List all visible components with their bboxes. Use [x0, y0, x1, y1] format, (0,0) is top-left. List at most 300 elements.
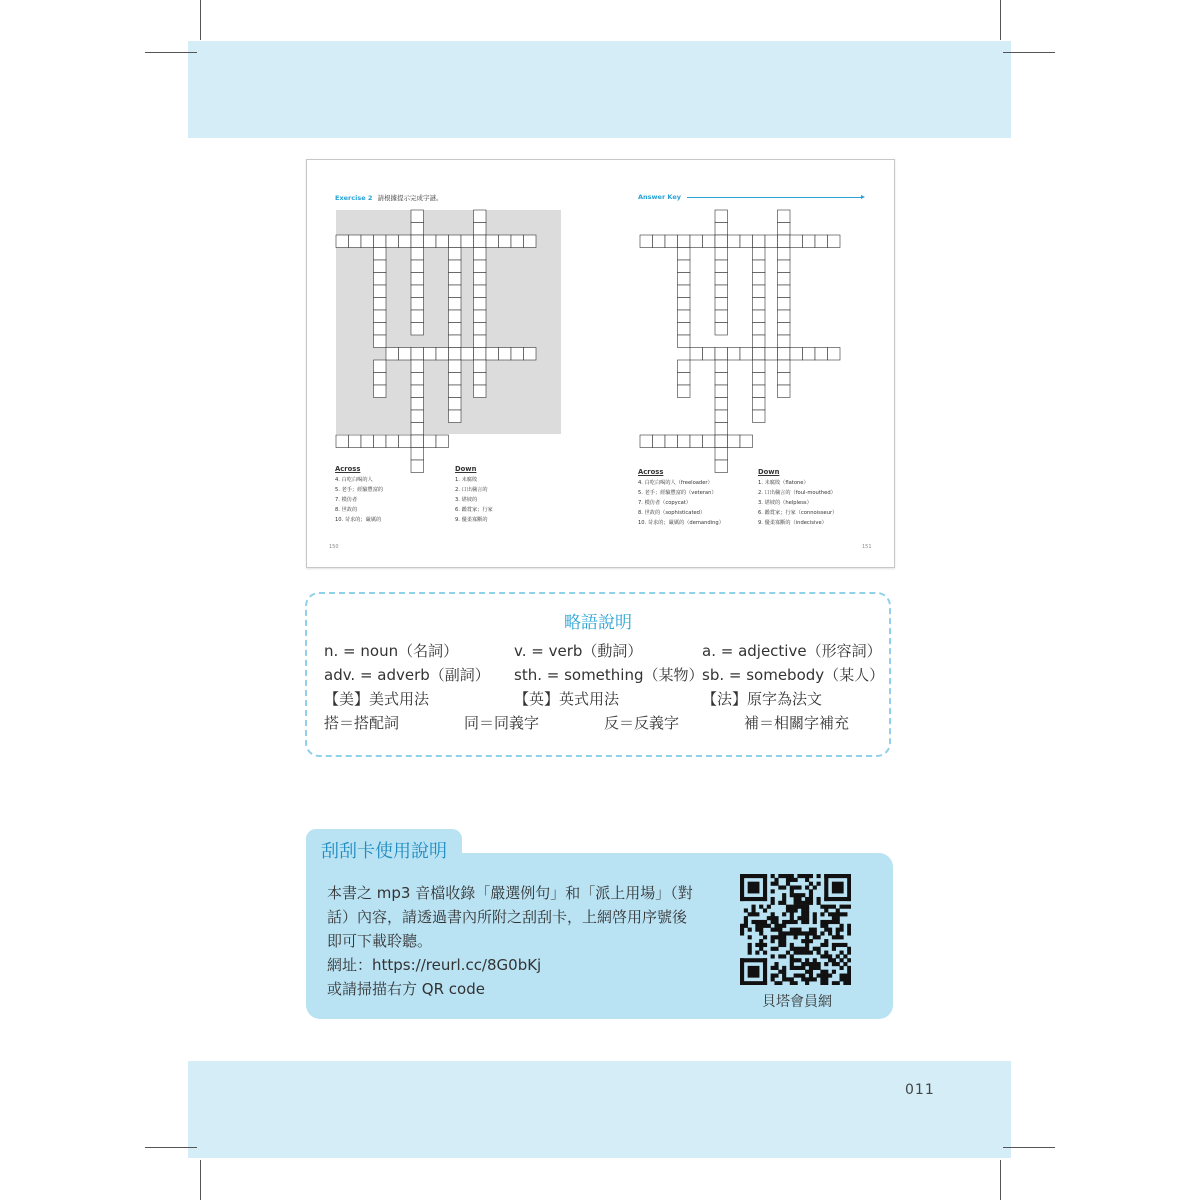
- qr-module: [809, 966, 813, 970]
- qr-module: [794, 981, 798, 985]
- crossword-cell: [728, 235, 741, 248]
- qr-module: [782, 966, 786, 970]
- qr-module: [809, 939, 813, 943]
- qr-module: [805, 905, 809, 909]
- qr-module: [847, 947, 851, 951]
- crop-mark: [145, 1147, 197, 1148]
- abbreviation-american: 【美】美式用法: [324, 690, 430, 708]
- qr-module: [824, 981, 828, 985]
- qr-module: [801, 905, 805, 909]
- crossword-cell: [690, 235, 703, 248]
- qr-module: [763, 924, 767, 928]
- qr-module: [813, 920, 817, 924]
- qr-module: [840, 905, 844, 909]
- qr-module: [805, 981, 809, 985]
- qr-module: [840, 928, 844, 932]
- crossword-cell: [778, 360, 791, 373]
- crossword-cell: [790, 348, 803, 361]
- crossword-cell: [728, 435, 741, 448]
- qr-module: [832, 981, 836, 985]
- qr-module: [782, 885, 786, 889]
- qr-module: [748, 928, 752, 932]
- qr-module: [817, 935, 821, 939]
- qr-module: [794, 958, 798, 962]
- qr-module: [828, 931, 832, 935]
- qr-module: [790, 981, 794, 985]
- qr-module: [790, 905, 794, 909]
- qr-module: [813, 947, 817, 951]
- clue-item: 4. 白吃白喝的人: [335, 477, 373, 483]
- qr-module: [759, 931, 763, 935]
- qr-module: [797, 951, 801, 955]
- crossword-cell: [753, 410, 766, 423]
- crossword-cell: [715, 373, 728, 386]
- qr-module: [782, 943, 786, 947]
- crossword-cell: [803, 235, 816, 248]
- qr-module: [748, 935, 752, 939]
- qr-module: [828, 920, 832, 924]
- crossword-cell: [715, 273, 728, 286]
- qr-module: [751, 908, 755, 912]
- qr-module: [836, 920, 840, 924]
- crossword-cell: [778, 335, 791, 348]
- crossword-cell: [690, 348, 703, 361]
- qr-module: [824, 908, 828, 912]
- crossword-cell: [678, 285, 691, 298]
- qr-module: [828, 974, 832, 978]
- crossword-cell: [778, 348, 791, 361]
- qr-module: [794, 935, 798, 939]
- crossword-cell: [753, 273, 766, 286]
- across-heading: Across: [335, 465, 361, 473]
- abbreviation-synonym: 同＝同義字: [464, 714, 540, 732]
- qr-module: [794, 885, 798, 889]
- crossword-cell: [678, 298, 691, 311]
- qr-module: [836, 912, 840, 916]
- qr-module: [805, 943, 809, 947]
- qr-module: [824, 974, 828, 978]
- qr-module: [809, 897, 813, 901]
- qr-module: [809, 951, 813, 955]
- qr-module: [836, 935, 840, 939]
- qr-module: [778, 943, 782, 947]
- qr-module: [817, 951, 821, 955]
- qr-module: [840, 924, 844, 928]
- abbreviation-related: 補＝相關字補充: [744, 714, 850, 732]
- qr-module: [774, 935, 778, 939]
- qr-module: [740, 928, 744, 932]
- answer-down-heading: Down: [758, 468, 780, 476]
- qr-module: [820, 931, 824, 935]
- qr-module: [771, 947, 775, 951]
- qr-module: [840, 912, 844, 916]
- crossword-cell: [828, 348, 841, 361]
- qr-module: [813, 977, 817, 981]
- qr-module: [744, 908, 748, 912]
- qr-module: [817, 901, 821, 905]
- qr-module: [817, 962, 821, 966]
- qr-module: [809, 931, 813, 935]
- qr-module: [813, 931, 817, 935]
- scratch-card-title: 刮刮卡使用說明: [321, 841, 447, 862]
- qr-module: [832, 920, 836, 924]
- qr-module: [794, 951, 798, 955]
- crossword-cell: [778, 310, 791, 323]
- qr-module: [820, 924, 824, 928]
- qr-module: [782, 977, 786, 981]
- qr-module: [771, 882, 775, 886]
- qr-module: [797, 966, 801, 970]
- qr-module: [782, 974, 786, 978]
- qr-module: [790, 912, 794, 916]
- qr-module: [797, 901, 801, 905]
- qr-module: [801, 912, 805, 916]
- crossword-cell: [753, 373, 766, 386]
- qr-module: [778, 874, 782, 878]
- crossword-cell: [703, 435, 716, 448]
- qr-module: [771, 897, 775, 901]
- qr-module: [771, 928, 775, 932]
- crossword-cell: [778, 260, 791, 273]
- qr-module: [797, 947, 801, 951]
- qr-caption: 貝塔會員網: [762, 994, 832, 1010]
- qr-module: [847, 981, 851, 985]
- crossword-cell: [778, 385, 791, 398]
- answer-down-clues: [758, 467, 837, 528]
- crossword-cell: [828, 235, 841, 248]
- qr-module: [771, 966, 775, 970]
- qr-module: [824, 905, 828, 909]
- qr-module: [767, 905, 771, 909]
- qr-module: [840, 935, 844, 939]
- crossword-cell: [728, 348, 741, 361]
- crossword-cell: [740, 235, 753, 248]
- qr-module: [794, 908, 798, 912]
- qr-module: [740, 924, 744, 928]
- crossword-cell: [715, 310, 728, 323]
- qr-module: [805, 912, 809, 916]
- qr-module: [805, 951, 809, 955]
- qr-module: [820, 954, 824, 958]
- qr-module: [755, 912, 759, 916]
- qr-module: [817, 897, 821, 901]
- qr-module: [840, 966, 844, 970]
- qr-module: [774, 928, 778, 932]
- qr-module: [801, 947, 805, 951]
- qr-module: [817, 874, 821, 878]
- qr-module: [782, 954, 786, 958]
- crossword-cell: [703, 348, 716, 361]
- down-clues: [455, 464, 493, 525]
- qr-module: [836, 962, 840, 966]
- clue-item: 7. 模仿者: [335, 497, 358, 503]
- crossword-cell: [678, 323, 691, 336]
- qr-module: [774, 962, 778, 966]
- qr-module: [832, 935, 836, 939]
- qr-module: [759, 920, 763, 924]
- qr-module: [774, 981, 778, 985]
- qr-module: [782, 970, 786, 974]
- crossword-cell: [778, 323, 791, 336]
- crossword-cell: [715, 260, 728, 273]
- qr-module: [755, 943, 759, 947]
- qr-module: [794, 931, 798, 935]
- qr-module: [847, 931, 851, 935]
- crossword-cell: [678, 310, 691, 323]
- qr-module: [801, 966, 805, 970]
- crop-mark: [1000, 0, 1001, 40]
- clue-item: 2. 口出穢言的: [455, 487, 488, 493]
- qr-module: [847, 974, 851, 978]
- page-number: 011: [905, 1082, 935, 1098]
- qr-module: [840, 958, 844, 962]
- qr-module: [778, 981, 782, 985]
- qr-module: [820, 912, 824, 916]
- qr-module: [824, 943, 828, 947]
- qr-module: [840, 951, 844, 955]
- qr-module: [805, 916, 809, 920]
- crossword-cell: [753, 235, 766, 248]
- qr-module: [836, 954, 840, 958]
- qr-module: [805, 878, 809, 882]
- qr-module: [759, 943, 763, 947]
- qr-module: [759, 939, 763, 943]
- qr-module: [778, 931, 782, 935]
- qr-module: [801, 977, 805, 981]
- qr-module: [832, 947, 836, 951]
- qr-module: [832, 905, 836, 909]
- qr-finder: [748, 966, 760, 978]
- abbreviation-adjective: a. = adjective（形容詞）: [702, 642, 882, 660]
- qr-module: [797, 905, 801, 909]
- qr-module: [809, 962, 813, 966]
- qr-module: [790, 908, 794, 912]
- qr-module: [820, 920, 824, 924]
- crossword-cell: [715, 248, 728, 261]
- qr-module: [782, 912, 786, 916]
- crossword-cell: [690, 435, 703, 448]
- down-heading: Down: [455, 465, 477, 473]
- qr-module: [786, 931, 790, 935]
- qr-module: [828, 905, 832, 909]
- scratch-card-text-line: 話）內容，請透過書內所附之刮刮卡，上網啓用序號後: [327, 908, 688, 926]
- qr-module: [782, 931, 786, 935]
- qr-module: [847, 958, 851, 962]
- qr-finder: [763, 958, 767, 985]
- qr-module: [790, 962, 794, 966]
- abbreviation-something: sth. = something（某物）: [514, 666, 704, 684]
- qr-module: [809, 974, 813, 978]
- qr-module: [763, 908, 767, 912]
- qr-module: [794, 897, 798, 901]
- answer-across-clues: [638, 467, 724, 528]
- qr-module: [843, 977, 847, 981]
- crossword-cell: [753, 398, 766, 411]
- qr-module: [801, 962, 805, 966]
- answer-across-heading: Across: [638, 468, 664, 476]
- qr-module: [794, 920, 798, 924]
- qr-module: [820, 943, 824, 947]
- qr-module: [748, 912, 752, 916]
- qr-module: [840, 977, 844, 981]
- scratch-card-text-line: 本書之 mp3 音檔收錄「嚴選例句」和「派上用場」（對: [327, 884, 693, 902]
- qr-module: [836, 931, 840, 935]
- crossword-cell: [715, 223, 728, 236]
- qr-module: [843, 912, 847, 916]
- qr-module: [805, 958, 809, 962]
- answer-item: 4. 白吃白喝的人（freeloader）: [638, 480, 713, 486]
- qr-code[interactable]: [740, 874, 851, 985]
- crossword-cell: [778, 235, 791, 248]
- qr-module: [843, 974, 847, 978]
- qr-module: [805, 935, 809, 939]
- qr-module: [763, 920, 767, 924]
- qr-module: [805, 931, 809, 935]
- qr-module: [778, 928, 782, 932]
- answer-item: 9. 優柔寡斷的（indecisive）: [758, 520, 827, 526]
- qr-module: [794, 947, 798, 951]
- qr-module: [824, 954, 828, 958]
- qr-finder: [740, 874, 744, 901]
- crossword-cell: [740, 348, 753, 361]
- qr-module: [836, 908, 840, 912]
- answer-item: 10. 苛求的；嚴厲的（demanding）: [638, 520, 724, 526]
- scratch-card-url[interactable]: 網址：https://reurl.cc/8G0bKj: [327, 956, 542, 974]
- qr-module: [782, 935, 786, 939]
- qr-module: [774, 924, 778, 928]
- clue-item: 5. 老手；經驗豐富的: [335, 487, 384, 493]
- crossword-cell: [790, 235, 803, 248]
- folio-right: 151: [862, 544, 872, 550]
- answer-item: 1. 未腐敗（flatone）: [758, 480, 809, 486]
- answer-item: 8. 世故的（sophisticated）: [638, 510, 706, 516]
- qr-module: [771, 939, 775, 943]
- qr-module: [820, 905, 824, 909]
- qr-module: [748, 943, 752, 947]
- qr-module: [801, 901, 805, 905]
- qr-module: [782, 897, 786, 901]
- abbreviation-collocation: 搭＝搭配詞: [324, 714, 400, 732]
- qr-module: [801, 931, 805, 935]
- qr-module: [771, 977, 775, 981]
- qr-module: [847, 905, 851, 909]
- qr-module: [755, 924, 759, 928]
- crop-mark: [200, 0, 201, 40]
- crop-mark: [1000, 1160, 1001, 1200]
- qr-module: [774, 966, 778, 970]
- across-clues: [335, 464, 383, 525]
- qr-module: [797, 874, 801, 878]
- crossword-cell: [640, 235, 653, 248]
- answer-item: 6. 鑑賞家；行家（connoisseur）: [758, 510, 838, 516]
- qr-module: [847, 977, 851, 981]
- qr-module: [843, 954, 847, 958]
- qr-module: [820, 970, 824, 974]
- qr-module: [778, 935, 782, 939]
- qr-module: [801, 974, 805, 978]
- crossword-cell: [803, 348, 816, 361]
- crossword-cell: [665, 435, 678, 448]
- qr-module: [755, 920, 759, 924]
- qr-module: [847, 966, 851, 970]
- crossword-cell: [678, 248, 691, 261]
- clue-item: 8. 世故的: [335, 507, 358, 513]
- qr-module: [778, 970, 782, 974]
- qr-module: [824, 928, 828, 932]
- crossword-cell: [715, 235, 728, 248]
- qr-module: [794, 905, 798, 909]
- abbreviation-french: 【法】原字為法文: [702, 690, 823, 708]
- qr-module: [786, 874, 790, 878]
- clue-item: 6. 鑑賞家；行家: [455, 507, 493, 513]
- qr-module: [832, 943, 836, 947]
- crossword-cell: [715, 448, 728, 461]
- qr-module: [801, 893, 805, 897]
- qr-module: [771, 974, 775, 978]
- qr-module: [771, 935, 775, 939]
- qr-module: [790, 878, 794, 882]
- qr-module: [805, 874, 809, 878]
- qr-module: [797, 893, 801, 897]
- qr-module: [809, 893, 813, 897]
- qr-module: [847, 951, 851, 955]
- qr-module: [832, 916, 836, 920]
- qr-finder: [832, 882, 844, 894]
- qr-module: [790, 893, 794, 897]
- qr-module: [755, 928, 759, 932]
- qr-module: [813, 935, 817, 939]
- qr-module: [805, 885, 809, 889]
- crossword-cell: [678, 435, 691, 448]
- qr-module: [801, 939, 805, 943]
- qr-module: [836, 943, 840, 947]
- qr-module: [744, 924, 748, 928]
- crossword-cell: [678, 335, 691, 348]
- qr-module: [801, 916, 805, 920]
- crop-mark: [1003, 52, 1055, 53]
- crossword-cell: [753, 385, 766, 398]
- header-band: [188, 41, 1011, 138]
- qr-module: [828, 912, 832, 916]
- qr-module: [813, 885, 817, 889]
- qr-module: [744, 916, 748, 920]
- qr-module: [817, 966, 821, 970]
- qr-module: [843, 943, 847, 947]
- qr-module: [801, 951, 805, 955]
- qr-module: [832, 970, 836, 974]
- qr-module: [794, 901, 798, 905]
- crossword-cell: [753, 323, 766, 336]
- abbreviation-antonym: 反＝反義字: [604, 714, 680, 732]
- qr-module: [824, 951, 828, 955]
- crossword-cell: [778, 248, 791, 261]
- qr-module: [790, 954, 794, 958]
- qr-finder: [847, 874, 851, 901]
- qr-module: [797, 974, 801, 978]
- qr-module: [771, 912, 775, 916]
- crossword-cell: [715, 348, 728, 361]
- qr-module: [782, 920, 786, 924]
- answer-item: 3. 堪坡的（helpless）: [758, 500, 812, 506]
- qr-module: [759, 947, 763, 951]
- crossword-cell: [678, 273, 691, 286]
- crossword-cell: [653, 235, 666, 248]
- qr-module: [786, 908, 790, 912]
- qr-module: [771, 889, 775, 893]
- qr-module: [797, 916, 801, 920]
- crossword-cell: [715, 398, 728, 411]
- qr-module: [740, 931, 744, 935]
